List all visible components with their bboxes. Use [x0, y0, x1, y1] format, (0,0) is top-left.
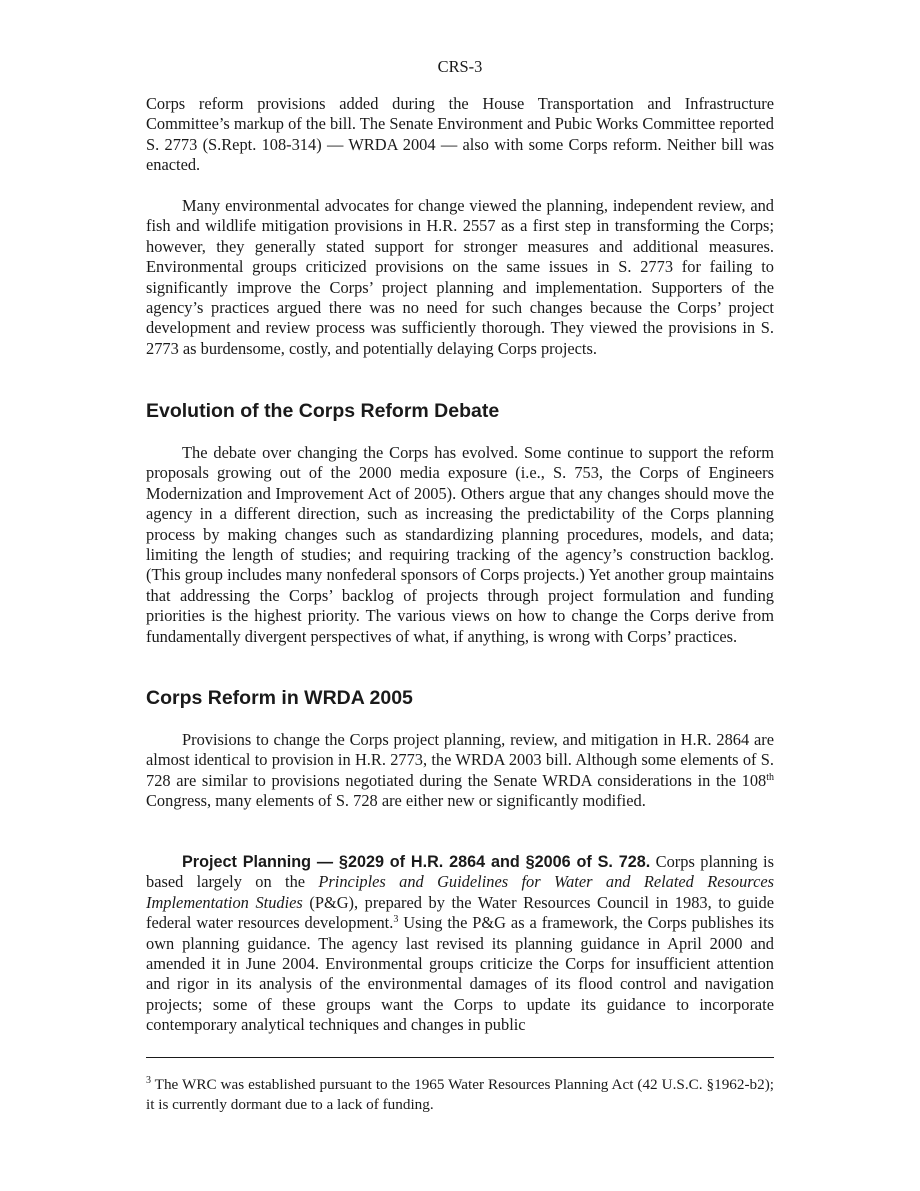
- planning-text-c: Using the P&G as a framework, the Corps publishes its own planning guidance. The agency last revised its planning guidance in April 2000 and amended it in June 2004. Environmental groups criticize the Corps for insufficient attention and rigor in its analysis of the environmental damages of its flood control and navigation projects; some of these groups want the Corps to update its guidance to incorporate contemporary analytical techniques and changes in public: [146, 913, 775, 1035]
- planning-text-a: Corps planning is based largely on the: [146, 852, 774, 892]
- footnote-reference-3[interactable]: 3: [393, 914, 399, 926]
- paragraph-wrda-2004: Corps reform provisions added during the House Transportation and Infrastructure Committee’s markup of the bill. The Senate Environment and Pubic Works Committee reported S. 2773 (S.Rept. 108-314) — WRDA 2004 — also with some Corps reform. Neither bill was enacted.: [146, 94, 774, 175]
- section-heading-evolution: Evolution of the Corps Reform Debate: [146, 400, 500, 422]
- paragraph-wrda-2005-provisions: [146, 730, 774, 812]
- footnote-3: [146, 1075, 774, 1115]
- wrda-2005-text-a: Provisions to change the Corps project planning, review, and mitigation in H.R. 2864 are almost identical to provision in H.R. 2773, the WRDA 2003 bill. Although some elements of S. 728 are similar to provisions negotiated during the Senate WRDA considerations in the 108: [146, 730, 774, 790]
- ordinal-superscript: th: [766, 771, 774, 783]
- paragraph-debate-evolution: The debate over changing the Corps has evolved. Some continue to support the reform proposals growing out of the 2000 media exposure (i.e., S. 753, the Corps of Engineers Modernization and Improvement Act of 2005). Others argue that any changes should move the agency in a different direction, such as increasing the predictability of the Corps planning process by making changes such as standardizing planning procedures, models, and data; limiting the length of studies; and requiring tracking of the agency’s construction backlog. (This group includes many nonfederal sponsors of Corps projects.) Yet another group maintains that addressing the Corps’ backlog of projects through project formulation and funding priorities is the highest priority. The various views on how to change the Corps derive from fundamentally divergent perspectives of what, if anything, is wrong with Corps’ practices.: [146, 443, 774, 646]
- section-heading-wrda-2005: Corps Reform in WRDA 2005: [146, 687, 413, 709]
- paragraph-environmental-advocates: Many environmental advocates for change viewed the planning, independent review, and fish and wildlife mitigation provisions in H.R. 2557 as a first step in transforming the Corps; however, they generally stated support for stronger measures and additional measures. Environmental groups criticized provisions on the same issues in S. 2773 for failing to significantly improve the Corps’ project planning and implementation. Supporters of the agency’s practices argued there was no need for such changes because the Corps’ project development and review process was sufficiently thorough. They viewed the provisions in S. 2773 as burdensome, costly, and potentially delaying Corps projects.: [146, 196, 774, 358]
- footnote-mark: 3: [146, 1075, 151, 1086]
- planning-guidelines-title: Principles and Guidelines for Water and Related Resources Implementation Studies: [146, 872, 774, 912]
- run-in-heading-project-planning: Project Planning — §2029 of H.R. 2864 and §2006 of S. 728.: [182, 853, 651, 871]
- planning-text-b: (P&G), prepared by the Water Resources Council in 1983, to guide federal water resources development.: [146, 892, 774, 933]
- page-number-header: CRS-3: [437, 57, 483, 76]
- paragraph-project-planning: [146, 852, 774, 1036]
- wrda-2005-text-b: Congress, many elements of S. 728 are either new or significantly modified.: [146, 791, 646, 811]
- footnote-text: The WRC was established pursuant to the 1965 Water Resources Planning Act (42 U.S.C. §1962-b2); it is currently dormant due to a lack of funding.: [146, 1076, 774, 1113]
- footnote-separator: [146, 1057, 774, 1058]
